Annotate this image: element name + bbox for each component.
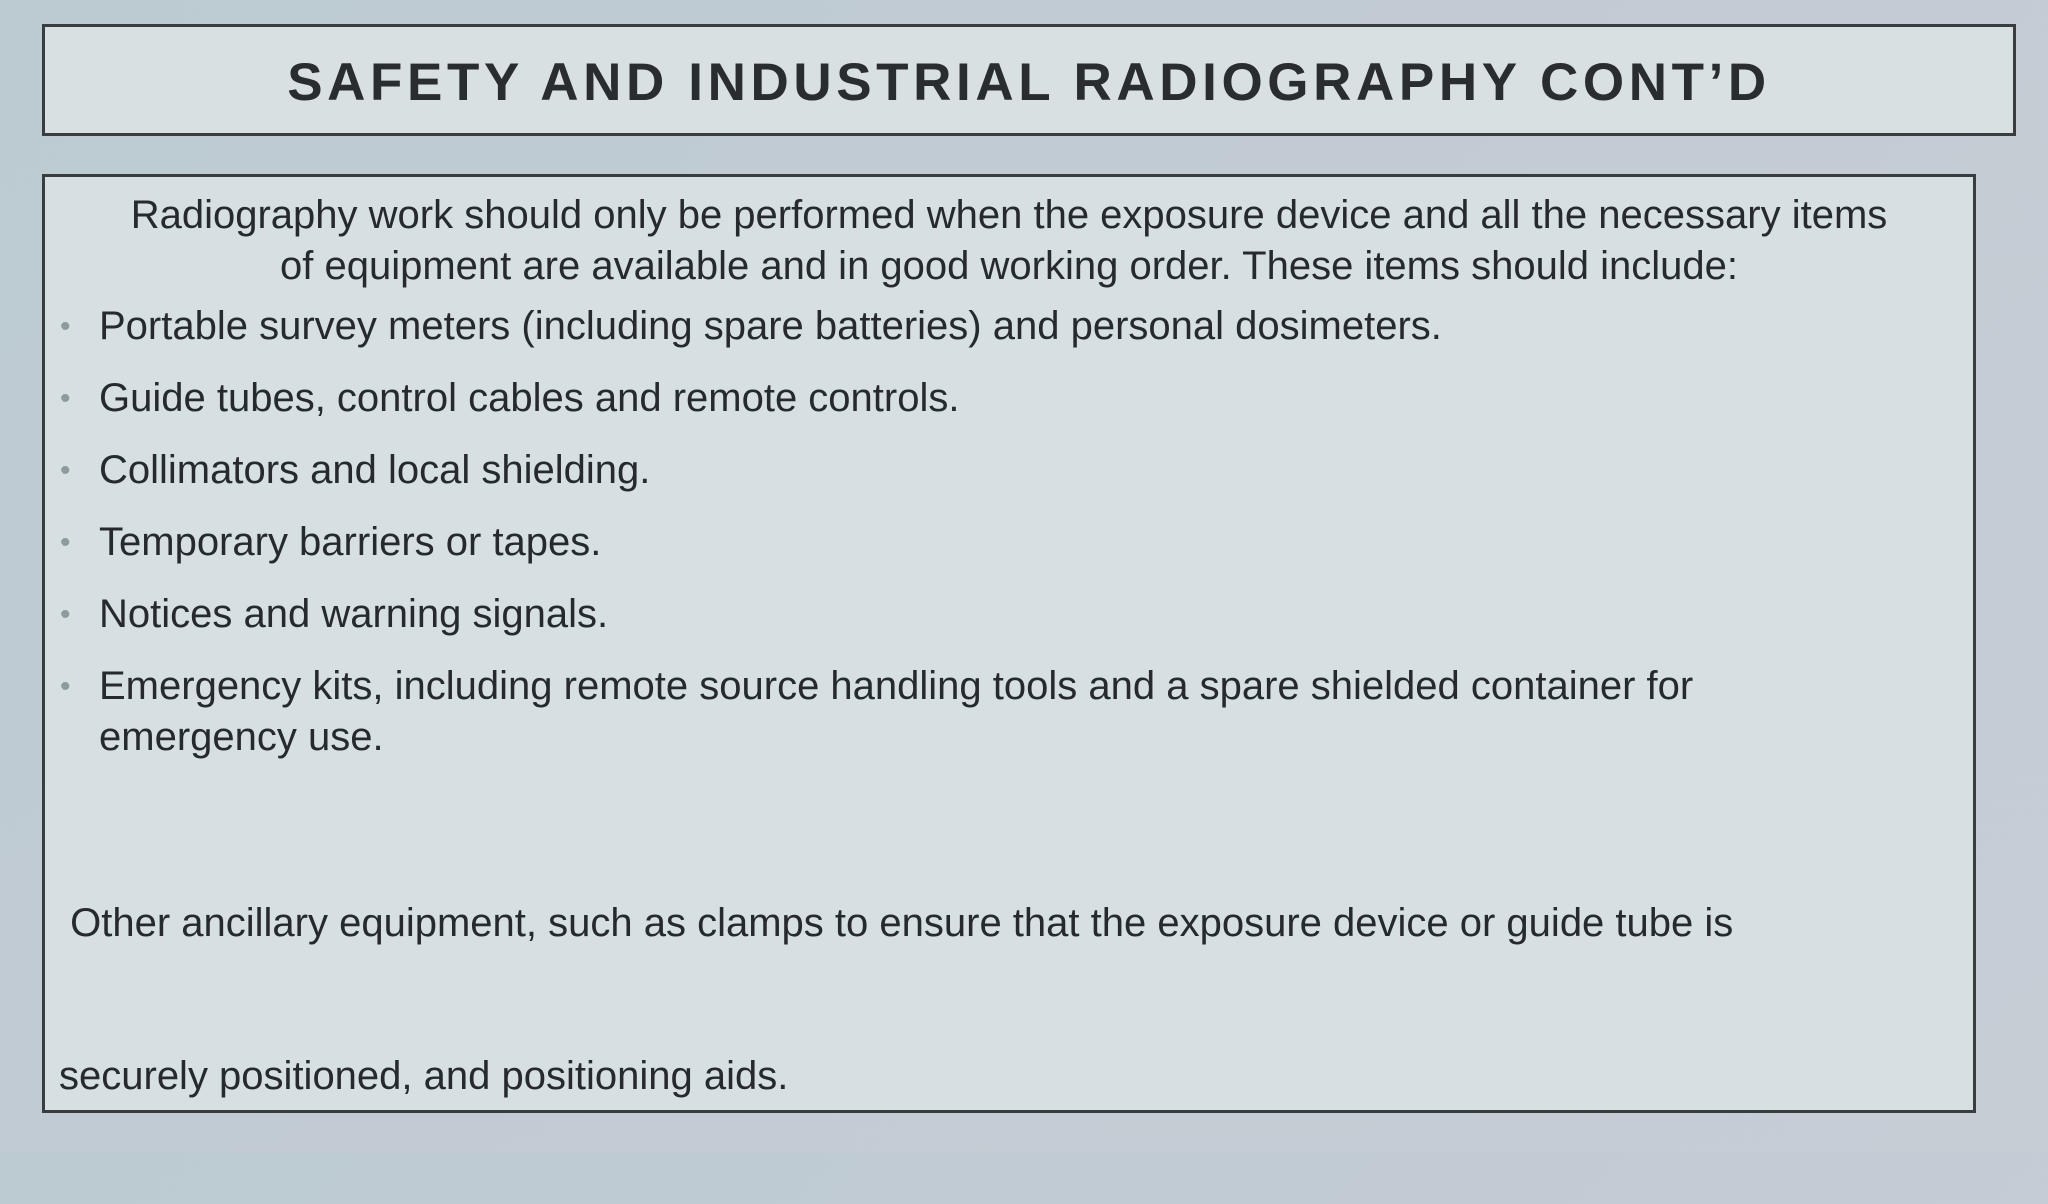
bullet-text: Collimators and local shielding. <box>99 448 651 492</box>
bullet-icon: • <box>60 310 71 343</box>
bullet-icon: • <box>60 454 71 487</box>
bullet-text: Portable survey meters (including spare batteries) and personal dosimeters. <box>99 304 1442 348</box>
outro-line: securely positioned, and positioning aids. <box>59 1054 789 1098</box>
bullet-text: Notices and warning signals. <box>99 592 609 636</box>
bullet-list <box>45 301 1945 784</box>
bullet-text-continued: emergency use. <box>99 715 384 759</box>
bullet-text: Emergency kits, including remote source handling tools and a spare shielded container for <box>99 664 1694 708</box>
slide-title: SAFETY AND INDUSTRIAL RADIOGRAPHY CONT’D <box>287 52 1771 112</box>
bullet-icon: • <box>60 598 71 631</box>
intro-line: Radiography work should only be performed when the exposure device and all the necessary items <box>130 193 1888 237</box>
list-item <box>45 589 1945 640</box>
intro-paragraph <box>57 190 1961 292</box>
intro-line: of equipment are available and in good working order. These items should include: <box>280 244 1738 288</box>
outro-paragraph <box>59 796 1939 1204</box>
bullet-text: Guide tubes, control cables and remote controls. <box>99 376 960 420</box>
bullet-icon: • <box>60 526 71 559</box>
list-item <box>45 301 1945 352</box>
bullet-icon: • <box>60 670 71 703</box>
content-box <box>42 174 1976 1113</box>
list-item <box>45 517 1945 568</box>
list-item <box>45 661 1945 763</box>
outro-line: Other ancillary equipment, such as clamps to ensure that the exposure device or guide tube is <box>59 901 1734 945</box>
list-item <box>45 445 1945 496</box>
list-item <box>45 373 1945 424</box>
bullet-icon: • <box>60 382 71 415</box>
bullet-text: Temporary barriers or tapes. <box>99 520 602 564</box>
title-box <box>42 24 2016 136</box>
